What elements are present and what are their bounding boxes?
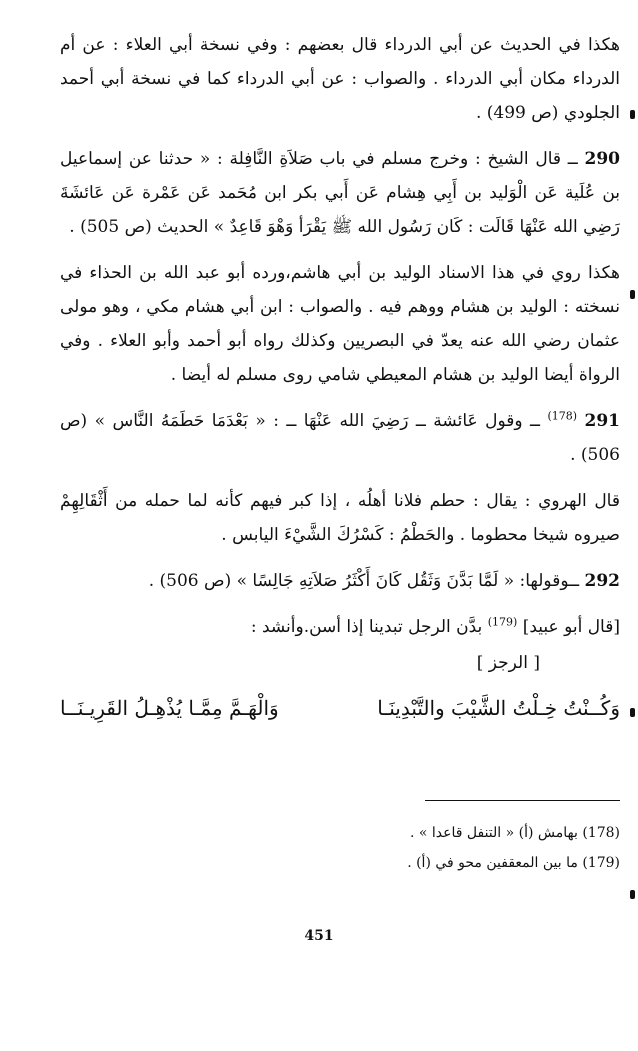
paragraph-5-text: قال الهروي : يقال : حطم فلانا أهلُه ، إذا كبر فيهم كأنه لما حمله من أَثْقَالِهِمْ صيروه شيخا محطوما . والحَطْمُ : كَسْرُكَ الشَّيْءَ اليابس . xyxy=(60,491,620,545)
margin-mark xyxy=(630,890,635,899)
footnote-178: (178) بهامش (أ) « التنفل قاعدا » . xyxy=(409,825,620,841)
footnote-divider xyxy=(425,800,620,801)
verse-second-hemistich: وَالْهَـمَّ مِمَّـا يُذْهِـلُ القَرِيـنَــا xyxy=(60,696,279,720)
paragraph-5 xyxy=(60,484,620,552)
paragraph-7-pre: [قال أبو عبيد] xyxy=(522,617,620,637)
paragraph-1-text: هكذا في الحديث عن أبي الدرداء قال بعضهم : وفي نسخة أبي العلاء : عن أم الدرداء مكان أبي الدرداء . والصواب : عن أبي الدرداء كما في نسخة أبي أحمد الجلودي (ص 499) . xyxy=(60,35,620,123)
footnotes xyxy=(200,818,620,878)
dash: ــ xyxy=(522,411,540,431)
verse-first-hemistich: وَكُــنْتُ خِـلْتُ الشَّيْبَ والتَّبْدِينَـا xyxy=(377,696,620,720)
paragraph-7 xyxy=(60,610,620,644)
entry-290 xyxy=(60,142,620,244)
paragraph-1 xyxy=(60,28,620,130)
entry-291 xyxy=(60,404,620,472)
paragraph-3-text: هكذا روي في هذا الاسناد الوليد بن أبي هاشم،ورده أبو عبد الله بن الحذاء في نسخته : الوليد بن هشام ووهم فيه . والصواب : ابن أبي هشام مكي ، وهو مولى عثمان رضي الله عنه يعدّ في البصريين وكذلك رواه أبو أحمد وأبو العلاء . وفي الرواة أيضا الوليد بن هشام المعيطي شامي روى مسلم له أيضا . xyxy=(60,263,620,385)
entry-number: 291 xyxy=(584,411,620,431)
dash: ــ xyxy=(561,149,578,169)
verse xyxy=(60,686,620,730)
entry-number: 290 xyxy=(584,149,620,169)
page-number: 451 xyxy=(304,928,334,944)
footnote-ref-178: (178) xyxy=(547,409,578,423)
entry-290-text: قال الشيخ : وخرج مسلم في باب صَلاَةِ النَّافِلة : « حدثنا عن إسماعيل بن عُلَية عَن الْوَليد بن أَبِي هِشام عَن أَبي بكر ابن مُحَمد عَن عَمْرة عَن عَائشَةَ رَضِي الله عَنْهَا قَالَت : كَان رَسُول الله ﷺ يَقْرَأ وَهْوَ قَاعِدٌ » الحديث (ص 505) . xyxy=(60,149,620,237)
entry-292 xyxy=(60,564,620,598)
entry-291-text: وقول عَائشة ــ رَضِيَ الله عَنْهَا ــ : « بَعْدَمَا حَطَمَهُ النَّاس » (ص 506) . xyxy=(60,411,620,465)
dash: ــ xyxy=(569,571,580,591)
margin-mark xyxy=(630,290,635,299)
entry-number: 292 xyxy=(584,571,620,591)
footnote-ref-179: (179) xyxy=(487,615,518,629)
page-body xyxy=(60,28,620,744)
margin-mark xyxy=(630,708,635,717)
paragraph-3 xyxy=(60,256,620,392)
footnote-179: (179) ما بين المعقفين محو في (أ) . xyxy=(407,855,620,871)
poetic-meter: [ الرجز ] xyxy=(476,653,540,673)
margin-mark xyxy=(630,110,635,119)
paragraph-7-text: بدَّن الرجل تبدينا إذا أسن.وأنشد : xyxy=(250,617,483,637)
entry-292-text: وقولها: « لَمَّا بَدَّنَ وَثَقُل كَانَ أَكْثَرُ صَلاَتِهِ جَالِسًا » (ص 506) . xyxy=(148,571,570,591)
